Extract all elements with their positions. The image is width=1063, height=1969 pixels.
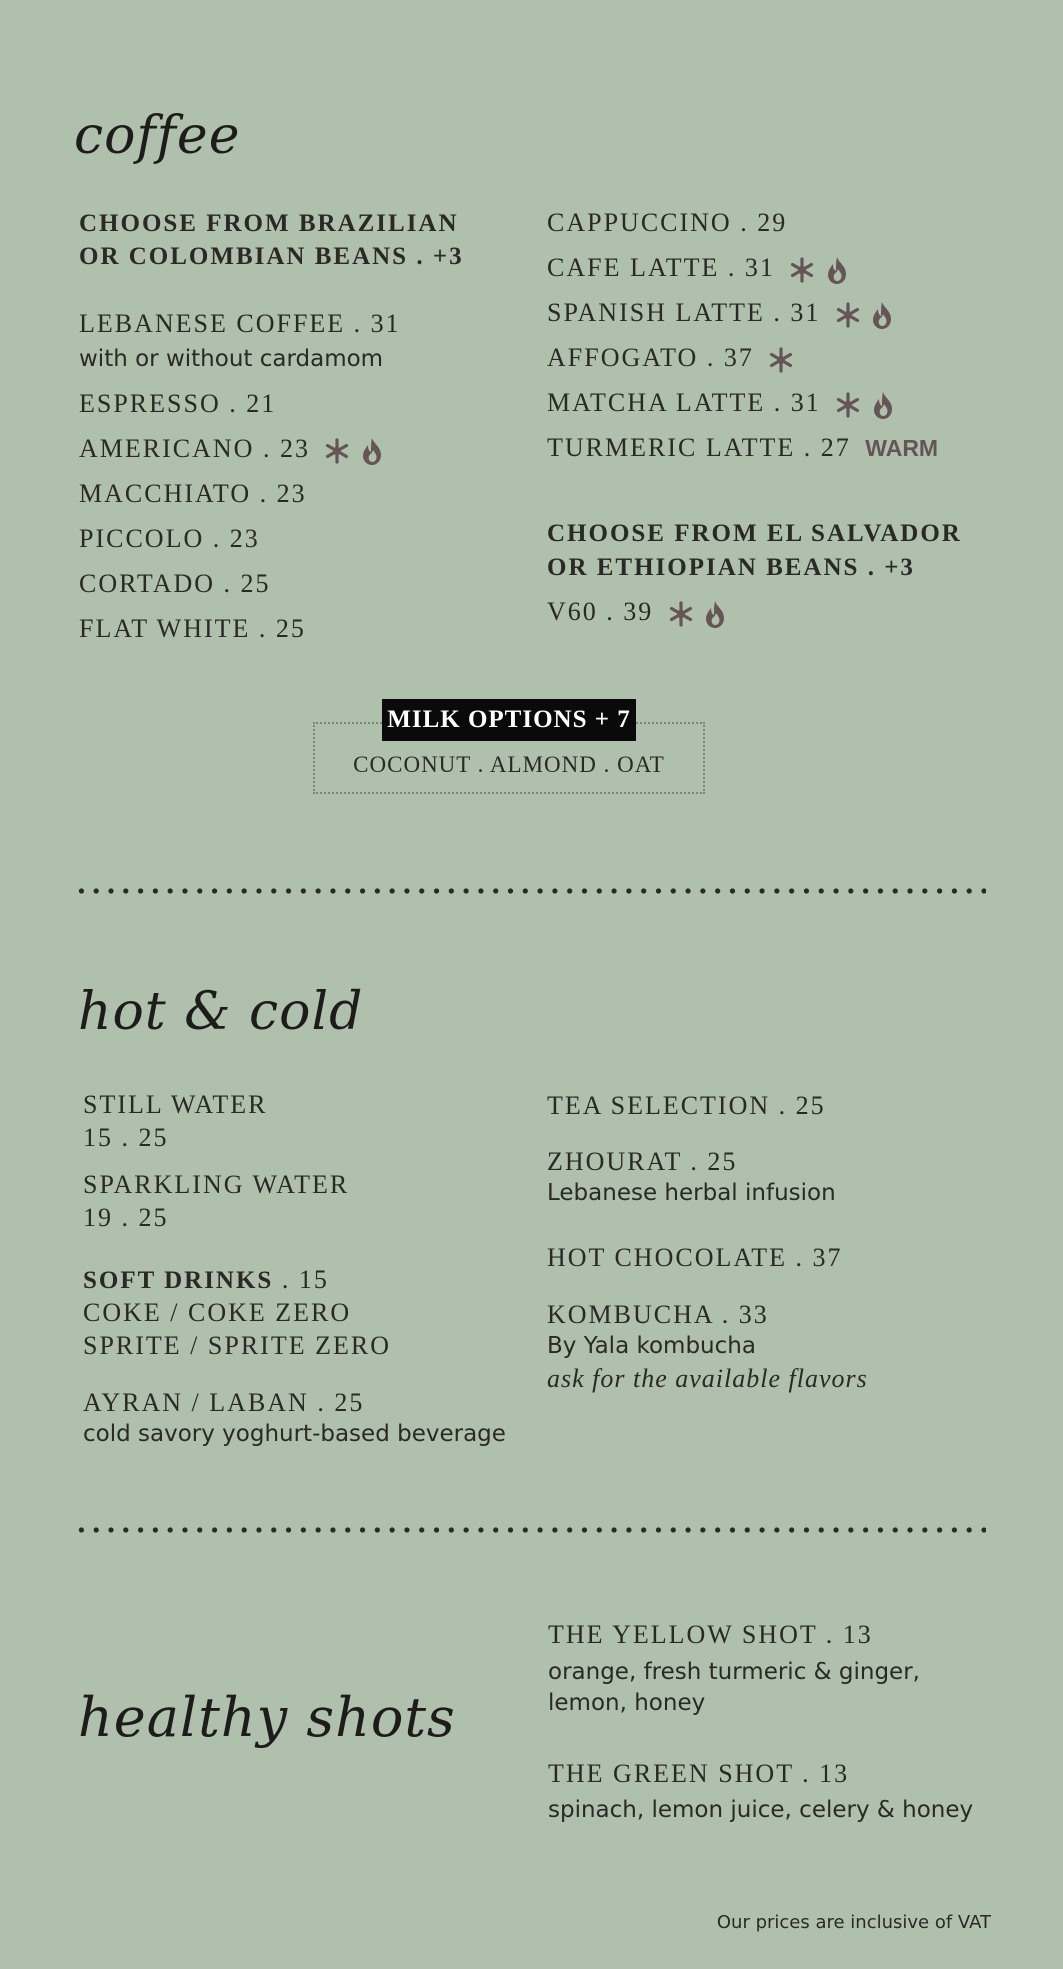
menu-item-zhourat: ZHOURAT . 25 (547, 1147, 738, 1176)
milk-options-header: MILK OPTIONS + 7 (382, 699, 636, 741)
brazilian-beans-header: CHOOSE FROM BRAZILIAN (79, 210, 459, 237)
menu-item-matcha-latte-row (547, 388, 894, 420)
hot-flame-icon (872, 391, 894, 420)
ethiopian-beans-header: OR ETHIOPIAN BEANS . +3 (547, 554, 915, 581)
ayran-description: cold savory yoghurt-based beverage (83, 1421, 506, 1447)
menu-item-turmeric-latte-row (547, 433, 938, 463)
section-divider (74, 1527, 986, 1533)
healthy-shots-section-title: healthy shots (78, 1686, 456, 1749)
iced-snowflake-icon (324, 438, 350, 464)
kombucha-flavors-note: ask for the available flavors (547, 1364, 868, 1393)
colombian-beans-header: OR COLOMBIAN BEANS . +3 (79, 243, 464, 270)
menu-item-cortado: CORTADO . 25 (79, 569, 271, 598)
vat-disclaimer: Our prices are inclusive of VAT (716, 1912, 991, 1933)
menu-item-soft-drinks-row (83, 1265, 329, 1296)
lebanese-coffee-description: with or without cardamom (79, 346, 384, 372)
hot-flame-icon (361, 437, 383, 466)
iced-snowflake-icon (835, 302, 861, 328)
hot-flame-icon (871, 301, 893, 330)
zhourat-description: Lebanese herbal infusion (547, 1180, 836, 1206)
menu-item-americano: AMERICANO . 23 (79, 434, 310, 463)
menu-item-turmeric-latte: TURMERIC LATTE . 27 (547, 433, 851, 462)
menu-item-espresso: ESPRESSO . 21 (79, 389, 277, 418)
kombucha-description: By Yala kombucha (547, 1333, 756, 1359)
menu-item-affogato: AFFOGATO . 37 (547, 343, 754, 372)
menu-item-piccolo: PICCOLO . 23 (79, 524, 260, 553)
menu-item-sparkling-water: SPARKLING WATER (83, 1170, 350, 1199)
menu-item-cafe-latte-row (547, 253, 848, 285)
iced-snowflake-icon (768, 347, 794, 373)
menu-item-still-water: STILL WATER (83, 1090, 268, 1119)
menu-item-cafe-latte: CAFE LATTE . 31 (547, 253, 775, 282)
yellow-shot-description-line1: orange, fresh turmeric & ginger, (548, 1659, 920, 1685)
soft-drink-sprite: SPRITE / SPRITE ZERO (83, 1331, 391, 1360)
coffee-section-title: coffee (74, 106, 241, 166)
menu-item-v60-row (547, 597, 726, 629)
menu-item-spanish-latte: SPANISH LATTE . 31 (547, 298, 821, 327)
hot-flame-icon (704, 600, 726, 629)
menu-item-cappuccino: CAPPUCCINO . 29 (547, 208, 788, 237)
menu-item-kombucha: KOMBUCHA . 33 (547, 1300, 769, 1329)
yellow-shot-description-line2: lemon, honey (548, 1690, 706, 1716)
menu-item-ayran: AYRAN / LABAN . 25 (83, 1388, 365, 1417)
menu-item-green-shot: THE GREEN SHOT . 13 (548, 1759, 850, 1788)
menu-item-v60: V60 . 39 (547, 597, 654, 626)
hot-cold-section-title: hot & cold (78, 982, 364, 1042)
warm-badge: WARM (865, 435, 939, 461)
soft-drinks-price: . 15 (281, 1265, 329, 1294)
iced-snowflake-icon (668, 601, 694, 627)
menu-item-soft-drinks: SOFT DRINKS (83, 1267, 274, 1294)
section-divider (74, 888, 986, 894)
milk-options-list: COCONUT . ALMOND . OAT (353, 752, 665, 777)
soft-drink-coke: COKE / COKE ZERO (83, 1298, 352, 1327)
still-water-price: 15 . 25 (83, 1123, 169, 1152)
menu-item-matcha-latte: MATCHA LATTE . 31 (547, 388, 821, 417)
menu-item-flat-white: FLAT WHITE . 25 (79, 614, 306, 643)
menu-item-macchiato: MACCHIATO . 23 (79, 479, 307, 508)
green-shot-description: spinach, lemon juice, celery & honey (548, 1797, 974, 1823)
hot-flame-icon (826, 256, 848, 285)
menu-item-tea-selection: TEA SELECTION . 25 (547, 1091, 826, 1120)
menu-item-hot-chocolate: HOT CHOCOLATE . 37 (547, 1243, 843, 1272)
menu-item-affogato-row (547, 343, 794, 373)
menu-item-americano-row (79, 434, 383, 466)
iced-snowflake-icon (789, 257, 815, 283)
menu-item-lebanese-coffee: LEBANESE COFFEE . 31 (79, 309, 401, 338)
el-salvador-beans-header: CHOOSE FROM EL SALVADOR (547, 520, 962, 547)
iced-snowflake-icon (835, 392, 861, 418)
menu-item-spanish-latte-row (547, 298, 893, 330)
sparkling-water-price: 19 . 25 (83, 1203, 169, 1232)
menu-item-yellow-shot: THE YELLOW SHOT . 13 (548, 1620, 873, 1649)
